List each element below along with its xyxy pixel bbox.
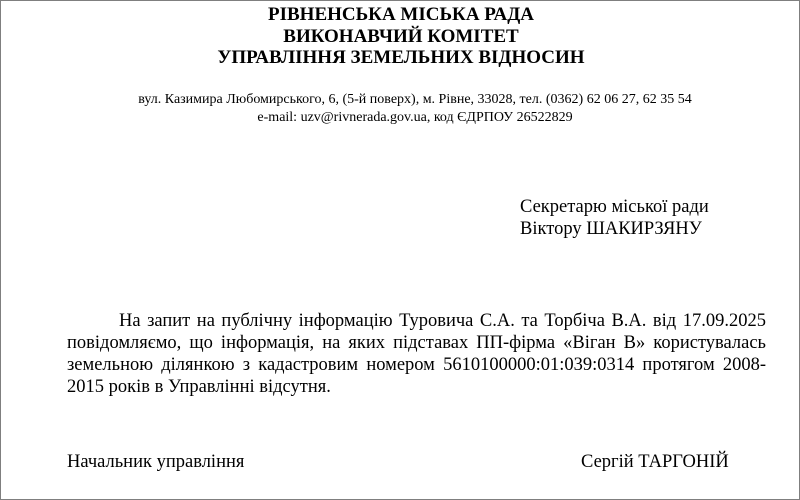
- letterhead-line-committee: ВИКОНАВЧИЙ КОМІТЕТ: [283, 25, 519, 47]
- addressee-block: [520, 196, 709, 240]
- signature-name: Сергій ТАРГОНІЙ: [581, 452, 729, 472]
- letterhead-line-department: УПРАВЛІННЯ ЗЕМЕЛЬНИХ ВІДНОСИН: [217, 47, 585, 68]
- letterhead: [1, 4, 800, 69]
- letterhead-line-council: РІВНЕНСЬКА МІСЬКА РАДА: [268, 4, 534, 25]
- signature-role: Начальник управління: [67, 452, 245, 472]
- contact-details: [1, 91, 800, 126]
- addressee-position: Секретарю міської ради: [520, 197, 709, 217]
- address-line: вул. Казимира Любомирського, 6, (5-й поверх), м. Рівне, 33028, тел. (0362) 62 06 27, 62 35 54: [138, 92, 692, 107]
- body-paragraph: На запит на публічну інформацію Туровича С.А. та Торбіча В.А. від 17.09.2025 повідомляємо, що інформація, на яких підставах ПП-фірма «Віган В» користувалась земельною ділянкою з кадастровим номером 5610100000:01:039:0314 протягом 2008-2015 років в Управлінні відсутня.: [67, 311, 766, 397]
- email-line: e-mail: uzv@rivnerada.gov.ua, код ЄДРПОУ 26522829: [257, 109, 573, 125]
- addressee-name: Віктору ШАКИРЗЯНУ: [520, 219, 702, 239]
